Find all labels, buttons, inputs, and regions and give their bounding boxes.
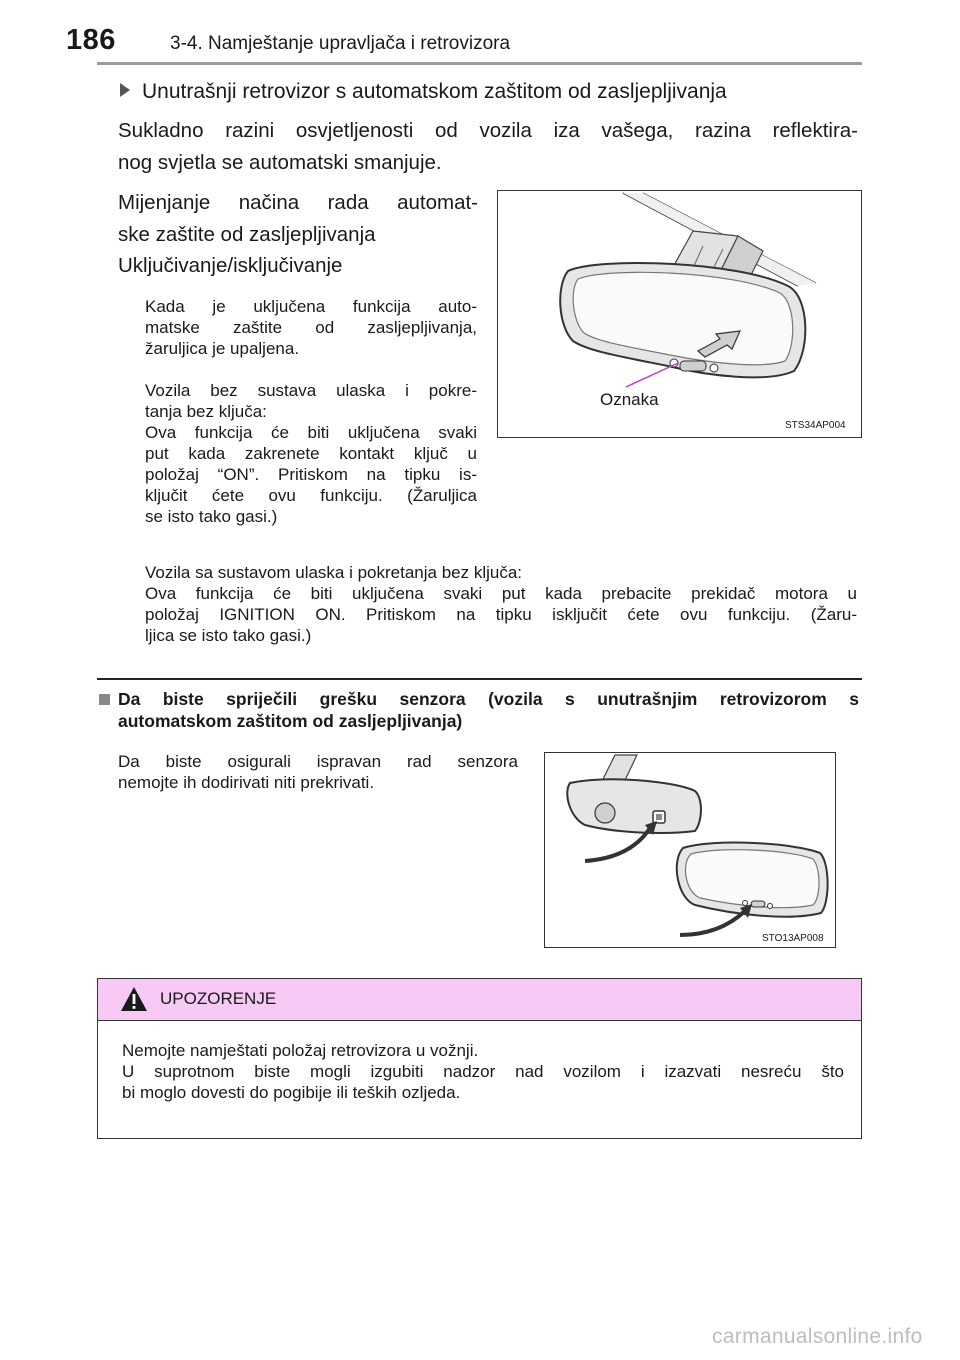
lamp-line-3: žaruljica je upaljena. (145, 339, 300, 358)
nokey-line-3: Ova funkcija će biti uključena svaki (145, 423, 477, 442)
nokey-line-6: ključit ćete ovu funkciju. (Žaruljica (145, 486, 477, 505)
figure1-code: STS34AP004 (785, 420, 846, 431)
key-line-4: ljica se isto tako gasi.) (145, 626, 312, 645)
warning-triangle-icon (120, 986, 148, 1012)
no-smart-key-text (145, 380, 477, 527)
warning-line-3: bi moglo dovesti do pogibije ili teških ozljeda. (122, 1083, 461, 1102)
section2-heading-line-1: Da biste spriječili grešku senzora (vozila s unutrašnjim retrovizorom s (99, 688, 859, 710)
sensor-figure (544, 752, 836, 948)
page-number: 186 (66, 24, 116, 56)
indicator-lamp-text (145, 296, 477, 359)
intro-line-2: nog svjetla se automatski smanjuje. (118, 151, 442, 174)
section1-title-text: Unutrašnji retrovizor s automatskom zaštitom od zasljepljivanja (142, 80, 727, 103)
smart-key-text (145, 562, 857, 646)
header-rule (97, 62, 862, 65)
warning-text (122, 1040, 844, 1103)
lamp-line-1: Kada je uključena funkcija auto- (145, 297, 477, 316)
section2-heading-line-2: automatskom zaštitom od zasljepljivanja) (118, 711, 463, 731)
sensor-line-1: Da biste osigurali ispravan rad senzora (118, 752, 518, 771)
lamp-line-2: matske zaštite od zasljepljivanja, (145, 318, 477, 337)
section-header-title: 3-4. Namještanje upravljača i retrovizora (170, 33, 511, 54)
section1-title (120, 80, 727, 104)
key-line-1: Vozila sa sustavom ulaska i pokretanja bez ključa: (145, 563, 523, 582)
toggle-label: Uključivanje/isključivanje (118, 254, 343, 277)
nokey-line-2: tanja bez ključa: (145, 402, 267, 421)
warning-title: UPOZORENJE (160, 989, 277, 1008)
mode-line-1: Mijenjanje načina rada automat- (118, 191, 478, 214)
watermark-text: carmanualsonline.info (712, 1325, 923, 1348)
intro-line-1: Sukladno razini osvjetljenosti od vozila iza vašega, razina reflektira- (118, 119, 858, 142)
oznaka-label: Oznaka (600, 390, 659, 409)
mirror-figure (497, 190, 862, 438)
triangle-bullet-icon (120, 83, 130, 97)
figure2-code: STO13AP008 (762, 933, 824, 944)
warning-line-2: U suprotnom biste mogli izgubiti nadzor nad vozilom i izazvati nesreću što (122, 1062, 844, 1081)
warning-line-1: Nemojte namještati položaj retrovizora u vožnji. (122, 1041, 479, 1060)
section1-intro (118, 115, 858, 179)
sensor-line-2: nemojte ih dodirivati niti prekrivati. (118, 773, 375, 792)
mirror-illustration (498, 191, 861, 437)
section-divider (97, 678, 862, 680)
nokey-line-7: se isto tako gasi.) (145, 507, 278, 526)
section2-heading (99, 688, 859, 732)
sensor-text (118, 751, 518, 793)
nokey-line-1: Vozila bez sustava ulaska i pokre- (145, 381, 477, 400)
mode-change-heading (118, 187, 478, 251)
sensor-illustration (545, 753, 835, 947)
warning-box (97, 978, 862, 1139)
key-line-3: položaj IGNITION ON. Pritiskom na tipku isključit ćete ovu funkciju. (Žaru- (145, 605, 857, 624)
nokey-line-5: položaj “ON”. Pritiskom na tipku is- (145, 465, 477, 484)
nokey-line-4: put kada zakrenete kontakt ključ u (145, 444, 477, 463)
mode-line-2: ske zaštite od zasljepljivanja (118, 223, 376, 246)
warning-header (98, 979, 861, 1021)
square-bullet-icon (99, 694, 110, 705)
key-line-2: Ova funkcija će biti uključena svaki put kada prebacite prekidač motora u (145, 584, 857, 603)
